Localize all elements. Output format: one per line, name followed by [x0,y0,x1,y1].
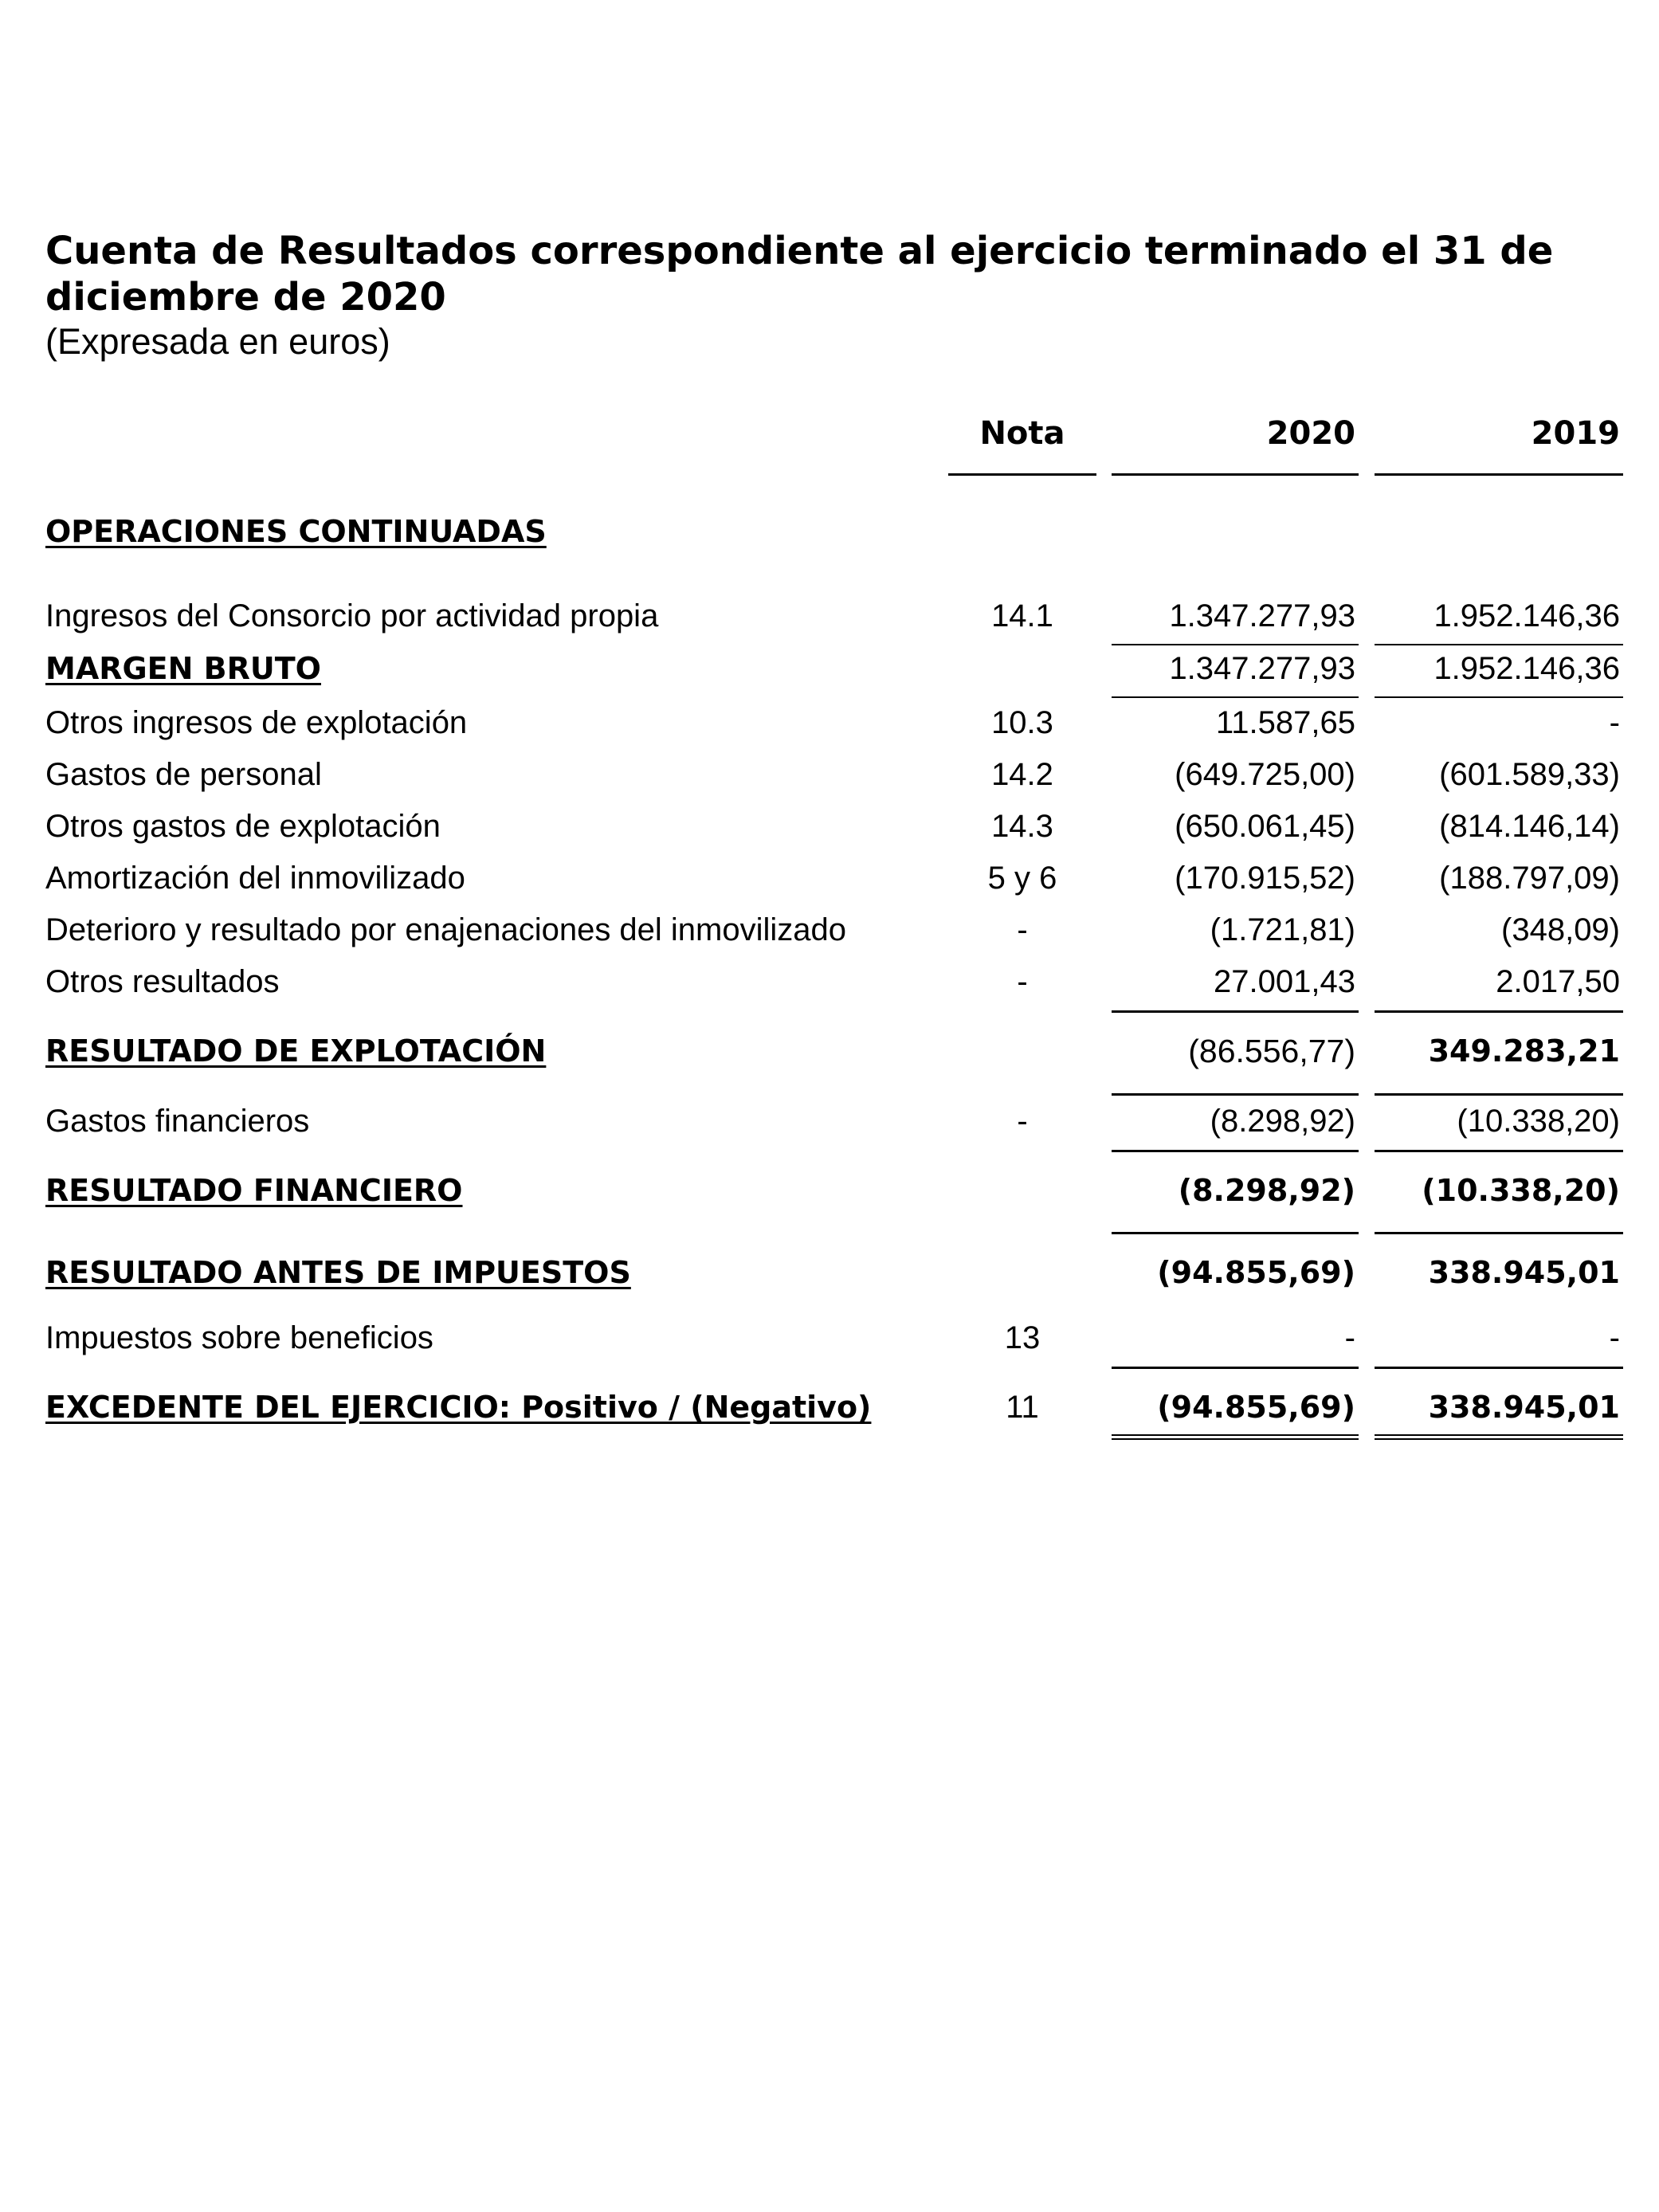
row-value-2019: 338.945,01 [1428,1390,1620,1425]
table-row [0,960,1659,1003]
double-rule-2020 [1112,1434,1359,1440]
row-label: RESULTADO ANTES DE IMPUESTOS [45,1255,631,1290]
rule-2020 [1112,1367,1359,1369]
row-label: EXCEDENTE DEL EJERCICIO: Positivo / (Negativo) [45,1390,872,1425]
row-value-2020: 1.347.277,93 [1169,651,1355,686]
rule-2019 [1375,1232,1623,1234]
row-nota: - [1017,964,1028,999]
row-label: RESULTADO FINANCIERO [45,1173,463,1208]
rule-2019 [1375,644,1623,645]
row-label: Amortización del inmovilizado [45,861,465,896]
rule-2019 [1375,1093,1623,1096]
row-value-2019: (601.589,33) [1439,757,1620,792]
row-value-2020: (94.855,69) [1157,1255,1355,1290]
document-title: Cuenta de Resultados correspondiente al ejercicio terminado el 31 de diciembre de 2020 [45,229,1554,320]
row-value-2020: (8.298,92) [1210,1104,1355,1139]
row-label: Otros resultados [45,964,280,999]
row-value-2019: - [1609,1320,1620,1355]
row-value-2019: 2.017,50 [1496,964,1620,999]
row-nota: 10.3 [991,705,1053,740]
double-rule-2019 [1375,1434,1623,1440]
row-value-2020: (649.725,00) [1175,757,1355,792]
row-nota: 14.1 [991,598,1053,633]
header-rule-2020 [1112,473,1359,476]
row-nota: 11 [1006,1390,1039,1425]
column-header-2019: 2019 [1531,415,1620,452]
row-value-2020: 11.587,65 [1216,705,1355,740]
row-nota: 5 y 6 [987,861,1057,896]
row-value-2020: (94.855,69) [1157,1390,1355,1425]
rule-2019 [1375,1367,1623,1369]
header-rule-nota [948,473,1096,476]
row-value-2019: (188.797,09) [1439,861,1620,896]
rule-2020 [1112,696,1359,698]
header-rule-2019 [1375,473,1623,476]
row-value-2019: 349.283,21 [1428,1033,1620,1069]
column-header-nota: Nota [979,415,1065,452]
row-value-2020: (8.298,92) [1178,1173,1355,1208]
table-row [0,1030,1659,1073]
table-row [0,908,1659,951]
table-row [0,1316,1659,1359]
row-label: Gastos de personal [45,757,322,792]
row-nota: 14.3 [991,809,1053,844]
row-label: Deterioro y resultado por enajenaciones del inmovilizado [45,912,847,947]
row-value-2019: 338.945,01 [1428,1255,1620,1290]
column-header-2020: 2020 [1266,415,1355,452]
row-label: Otros gastos de explotación [45,809,441,844]
table-row [0,594,1659,637]
row-value-2020: 1.347.277,93 [1169,598,1355,633]
row-label: RESULTADO DE EXPLOTACIÓN [45,1033,547,1069]
rule-2020 [1112,644,1359,645]
row-nota: 13 [1004,1320,1041,1355]
row-value-2019: 1.952.146,36 [1433,651,1620,686]
section-heading: OPERACIONES CONTINUADAS [45,514,547,549]
rule-2020 [1112,1232,1359,1234]
row-value-2019: 1.952.146,36 [1433,598,1620,633]
table-row [0,805,1659,848]
row-value-2019: (10.338,20) [1422,1173,1620,1208]
row-value-2019: (814.146,14) [1439,809,1620,844]
row-value-2020: 27.001,43 [1214,964,1355,999]
rule-2020 [1112,1010,1359,1013]
row-label: Otros ingresos de explotación [45,705,468,740]
row-nota: 14.2 [991,757,1053,792]
table-row [0,1251,1659,1294]
row-value-2020: - [1344,1320,1355,1355]
row-value-2020: (650.061,45) [1175,809,1355,844]
rule-2020 [1112,1150,1359,1152]
row-value-2019: (10.338,20) [1457,1104,1620,1139]
row-nota: - [1017,912,1028,947]
row-value-2020: (1.721,81) [1210,912,1355,947]
table-row [0,1169,1659,1212]
rule-2019 [1375,1150,1623,1152]
table-row [0,1386,1659,1429]
row-label: Gastos financieros [45,1104,310,1139]
row-nota: - [1017,1104,1028,1139]
row-value-2019: (348,09) [1501,912,1620,947]
table-row [0,701,1659,744]
row-value-2020: (86.556,77) [1188,1033,1355,1069]
rule-2020 [1112,1093,1359,1096]
table-row [0,753,1659,796]
rule-2019 [1375,1010,1623,1013]
table-row [0,857,1659,900]
rule-2019 [1375,696,1623,698]
row-label: Impuestos sobre beneficios [45,1320,433,1355]
row-label: Ingresos del Consorcio por actividad propia [45,598,659,633]
row-label: MARGEN BRUTO [45,651,321,686]
document-subtitle: (Expresada en euros) [45,321,390,362]
title-block [45,228,1623,363]
row-value-2020: (170.915,52) [1175,861,1355,896]
table-row [0,1100,1659,1143]
row-value-2019: - [1609,705,1620,740]
table-row [0,647,1659,690]
section-heading-row [0,510,1659,553]
